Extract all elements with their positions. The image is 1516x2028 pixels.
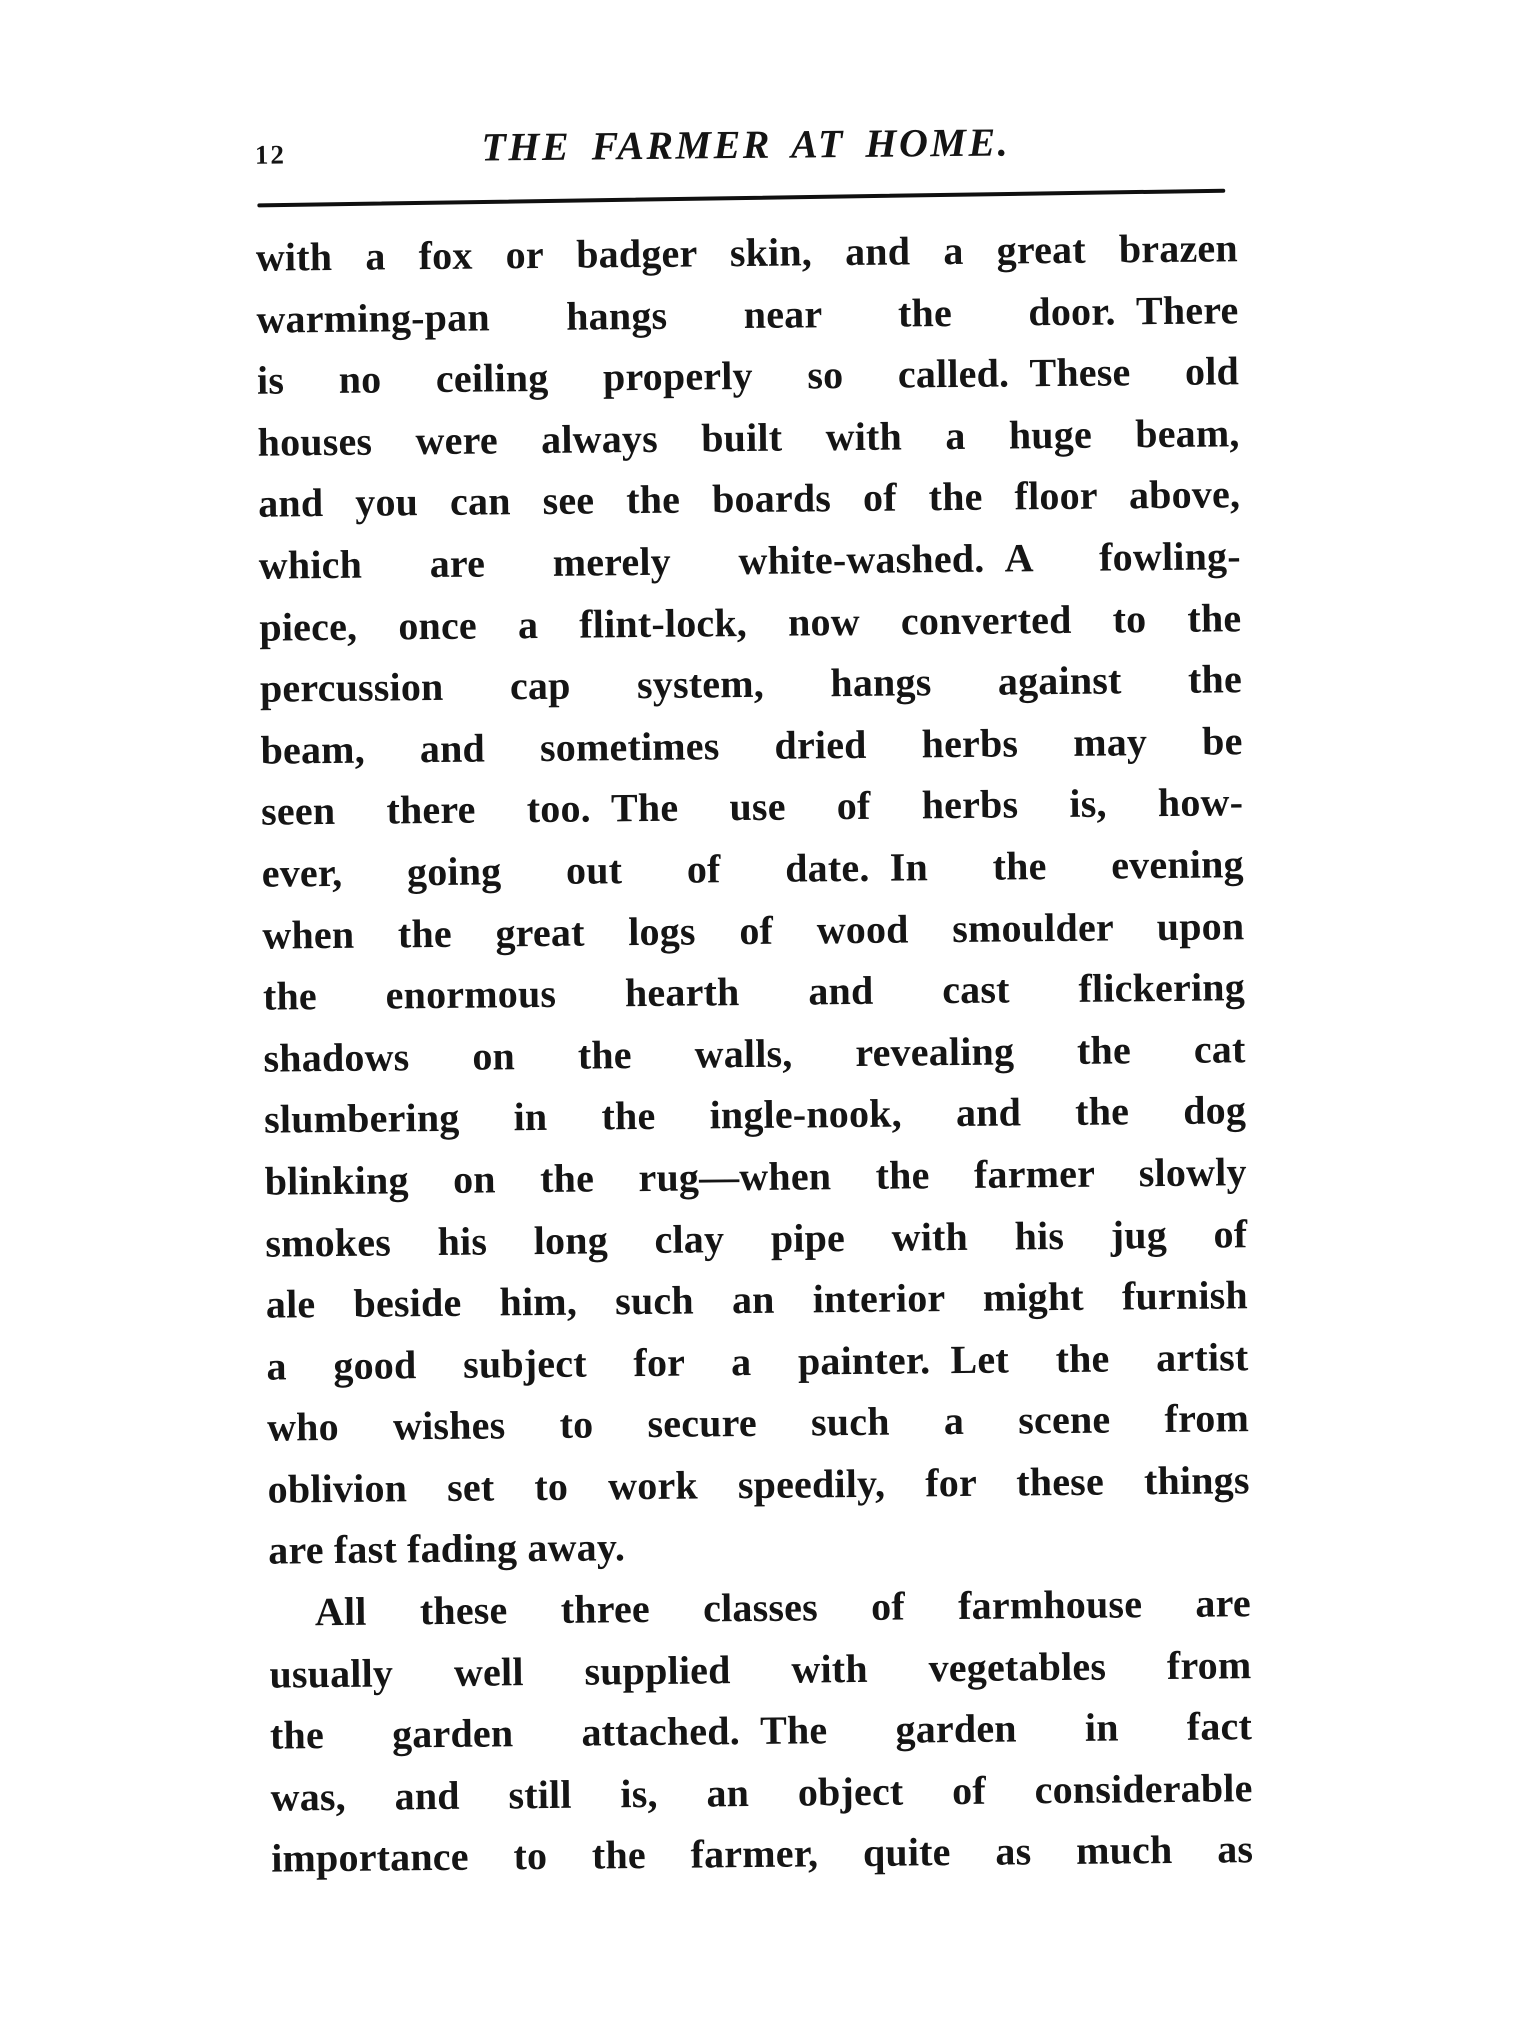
text-line: was, and still is, an object of considerable xyxy=(270,1765,1253,1820)
text-line: when the great logs of wood smoulder upon xyxy=(262,902,1245,958)
text-line: importance to the farmer, quite as much as xyxy=(271,1826,1254,1882)
text-line: blinking on the rug—when the farmer slowly xyxy=(264,1149,1247,1204)
header-rule xyxy=(257,189,1225,208)
page-number: 12 xyxy=(254,139,287,170)
text-line: is no ceiling properly so called. These old xyxy=(256,348,1240,403)
text-line: ever, going out of date. In the evening xyxy=(261,841,1244,896)
text-line: which are merely white-washed. A fowling- xyxy=(258,533,1241,588)
page-header xyxy=(254,107,1236,172)
text-line: oblivion set to work speedily, for these things xyxy=(267,1457,1250,1512)
text-line: usually well supplied with vegetables from xyxy=(269,1641,1252,1697)
running-title: THE FARMER AT HOME. xyxy=(481,119,1011,170)
text-line: piece, once a flint-lock, now converted to the xyxy=(259,594,1242,650)
text-line: the garden attached. The garden in fact xyxy=(269,1703,1253,1758)
text-line: beam, and sometimes dried herbs may be xyxy=(260,718,1243,773)
text-line: houses were always built with a huge beam, xyxy=(257,410,1240,465)
text-line: warming-pan hangs near the door. There xyxy=(256,286,1239,342)
text-line: who wishes to secure such a scene from xyxy=(266,1395,1250,1450)
text-line: All these three classes of farmhouse are xyxy=(314,1580,1252,1635)
text-line: shadows on the walls, revealing the cat xyxy=(263,1025,1246,1081)
text-line: seen there too. The use of herbs is, how- xyxy=(260,779,1244,835)
text-line: ale beside him, such an interior might furnish xyxy=(265,1272,1249,1327)
text-line: are fast fading away. xyxy=(268,1524,626,1574)
text-line: percussion cap system, hangs against the xyxy=(259,656,1243,711)
text-line: with a fox or badger skin, and a great brazen xyxy=(255,225,1239,280)
body-text xyxy=(256,217,1254,1889)
text-line: smokes his long clay pipe with his jug of xyxy=(265,1210,1248,1266)
text-line: slumbering in the ingle-nook, and the dog xyxy=(263,1087,1247,1142)
text-line: a good subject for a painter. Let the artist xyxy=(266,1333,1249,1389)
text-line: and you can see the boards of the floor above, xyxy=(257,471,1241,527)
text-line: the enormous hearth and cast flickering xyxy=(262,964,1246,1019)
